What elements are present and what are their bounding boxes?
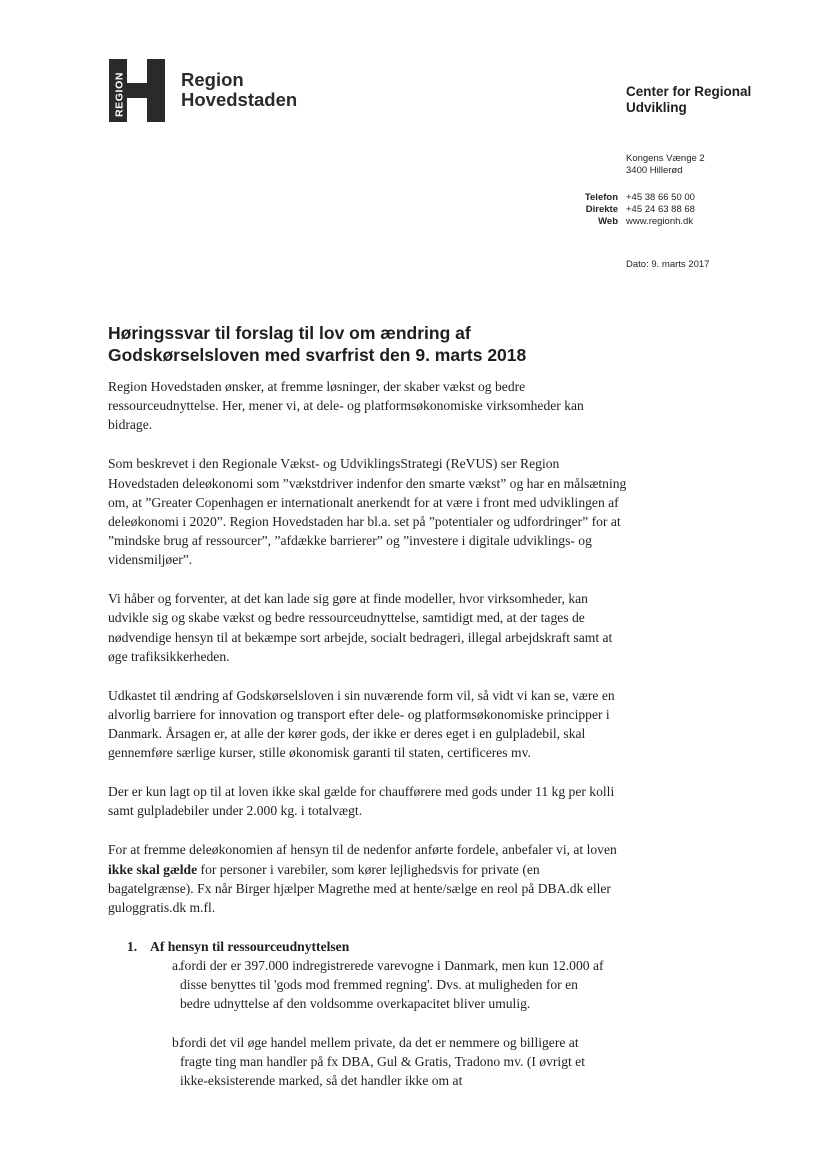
title-line-2: Godskørselsloven med svarfrist den 9. marts 2018 [108, 345, 527, 365]
contact-label: Direkte [585, 204, 618, 215]
logo-wordmark [181, 70, 297, 110]
recommendation-text-after: for personer i varebiler, som kører lejlighedsvis for private (en bagatelgrænse). Fx når Birger hjælper Magrethe med at hente/sælge en reol på DBA.dk eller guloggratis.dk m.fl. [108, 861, 611, 915]
paragraph: Der er kun lagt op til at loven ikke skal gælde for chaufførere med gods under 11 kg per kolli samt gulpladebiler under 2.000 kg. i totalvægt. [108, 784, 615, 819]
contact-value: +45 24 63 88 68 [626, 204, 695, 215]
document-date: Dato: 9. marts 2017 [626, 259, 710, 270]
logo-line-1: Region [181, 69, 244, 90]
sub-list-item [108, 1033, 628, 1091]
contact-label: Web [598, 216, 618, 227]
address-block [626, 153, 705, 177]
logo-line-2: Hovedstaden [181, 89, 298, 110]
recommendation-paragraph [108, 840, 628, 917]
recommendation-emphasis: ikke skal gælde [108, 861, 198, 877]
contact-value: +45 38 66 50 00 [626, 192, 695, 203]
sub-item-letter: b. [172, 1034, 183, 1050]
department-line-1: Center for Regional [626, 84, 752, 99]
numbered-list [108, 937, 628, 1090]
paragraph: Som beskrevet i den Regionale Vækst- og UdviklingsStrategi (ReVUS) ser Region Hovedstaden deleøkonomi som ”vækstdriver indenfor den smarte vækst” og har en målsætning om, at ”Greater Copenhagen er internationalt anerkendt for at være i front med udviklingen af deleøkonomi i 2020”. Region Hovedstaden har bl.a. set på ”potentialer og udfordringer” for at ”mindske brug af ressourcer”, ”afdække barrierer” og ”investere i digitale udviklings- og vidensmiljøer”. [108, 456, 627, 568]
contact-row-direct [540, 204, 695, 216]
contact-block [540, 192, 695, 228]
contact-row-phone [540, 192, 695, 204]
contact-row-web [540, 216, 695, 228]
region-logo [109, 59, 165, 122]
department-name [626, 84, 751, 116]
sub-item-letter: a. [172, 958, 182, 973]
contact-label: Telefon [584, 192, 618, 203]
logo-vertical-text: REGION [113, 71, 126, 117]
recommendation-text-before: For at fremme deleøkonomien af hensyn til de nedenfor anførte fordele, anbefaler vi, at loven [108, 842, 617, 858]
list-number: 1. [127, 938, 138, 954]
contact-value: www.regionh.dk [626, 216, 694, 227]
paragraph: Udkastet til ændring af Godskørselsloven i sin nuværende form vil, så vidt vi kan se, være en alvorlig barriere for innovation og transport efter dele- og platformsøkonomiske principper i Danmark. Årsagen er, at alle der kører gods, der ikke er deres eget i en gulpladebil, skal gennemføre særlige kurser, stille økonomisk garanti til staten, certificeres mv. [108, 687, 615, 761]
sub-item-text: fordi det vil øge handel mellem private, da det er nemmere og billigere at fragte ting man handler på fx DBA, Gul & Gratis, Tradono mv. (I øvrigt et ikke-eksisterende marked, så det handler ikke om at [180, 1034, 585, 1089]
sub-list [108, 956, 628, 1090]
logo-right-bar [147, 59, 165, 122]
paragraph: Vi håber og forventer, at det kan lade sig gøre at finde modeller, hvor virksomheder, kan udvikle sig og skabe vækst og bedre ressourceudnyttelse, samtidigt med, at der tages de nødvendige hensyn til at bekæmpe sort arbejde, socialt bedrageri, illegal arbejdskraft samt at øge trafiksikkerheden. [108, 591, 613, 664]
address-line-1: Kongens Vænge 2 [626, 153, 705, 164]
sub-item-text: fordi der er 397.000 indregistrerede varevogne i Danmark, men kun 12.000 af disse benyttes til 'gods mod fremmed regning'. Dvs. at muligheden for en bedre udnyttelse af den voldsomme overkapacitet bliver umulig. [180, 958, 604, 1012]
paragraph: Region Hovedstaden ønsker, at fremme løsninger, der skaber vækst og bedre ressourceudnyttelse. Her, mener vi, at dele- og platformsøkonomiske virksomheder kan bidrage. [108, 379, 584, 433]
document-title [108, 322, 628, 366]
document-body [108, 377, 628, 1109]
list-item [108, 937, 628, 1090]
department-line-2: Udvikling [626, 100, 687, 115]
sub-list-item [108, 956, 628, 1014]
title-line-1: Høringssvar til forslag til lov om ændring af [108, 323, 471, 343]
address-line-2: 3400 Hillerød [626, 165, 683, 176]
list-heading-text: Af hensyn til ressourceudnyttelsen [150, 938, 350, 954]
list-heading [108, 937, 628, 956]
logo-crossbar [125, 83, 149, 98]
